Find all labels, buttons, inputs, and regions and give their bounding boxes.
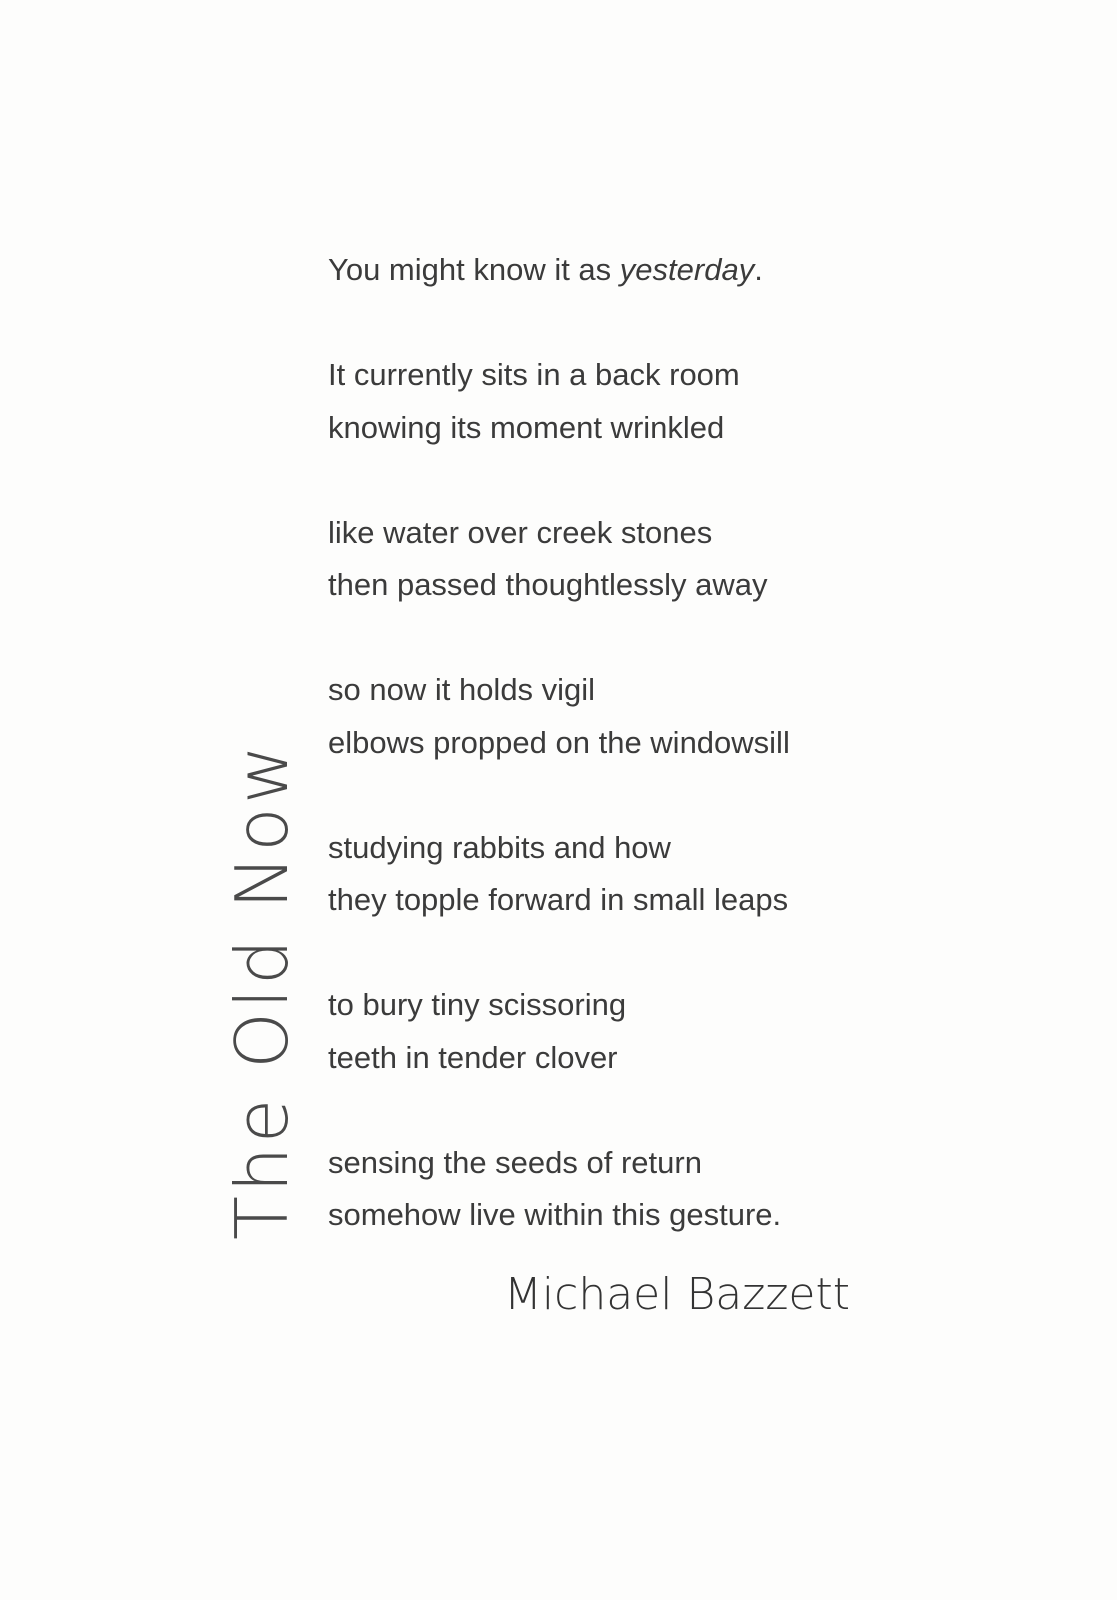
stanza — [328, 822, 968, 927]
stanza — [328, 979, 968, 1084]
author-name: Michael Bazzett — [503, 1269, 850, 1320]
line-emphasis: yesterday — [619, 252, 755, 287]
line-punctuation: . — [754, 252, 763, 287]
poem-line: like water over creek stones — [328, 514, 713, 550]
title-column — [220, 240, 304, 1240]
poem-line: then passed thoughtlessly away — [328, 567, 768, 602]
poem-line: they topple forward in small leaps — [328, 882, 789, 917]
poem-line: elbows propped on the windowsill — [328, 724, 790, 760]
stanza — [328, 1137, 968, 1242]
poem-line: somehow live within this gesture. — [328, 1197, 782, 1232]
poem-line: studying rabbits and how — [328, 829, 671, 865]
stanza — [328, 349, 968, 454]
stanza — [328, 507, 968, 612]
poem-line: so now it holds vigil — [328, 672, 596, 707]
poem-body — [328, 244, 968, 1242]
poem-line: to bury tiny scissoring — [328, 987, 627, 1022]
poem-title: The Old Now — [220, 741, 304, 1240]
poem-line: It currently sits in a back room — [328, 357, 740, 392]
stanza — [328, 244, 968, 297]
poem-line: knowing its moment wrinkled — [328, 409, 725, 445]
poem-line: sensing the seeds of return — [328, 1144, 702, 1180]
poem-line — [328, 244, 968, 297]
line-text: You might know it as — [328, 252, 620, 287]
poem-line: teeth in tender clover — [328, 1039, 618, 1075]
stanza — [328, 664, 968, 769]
